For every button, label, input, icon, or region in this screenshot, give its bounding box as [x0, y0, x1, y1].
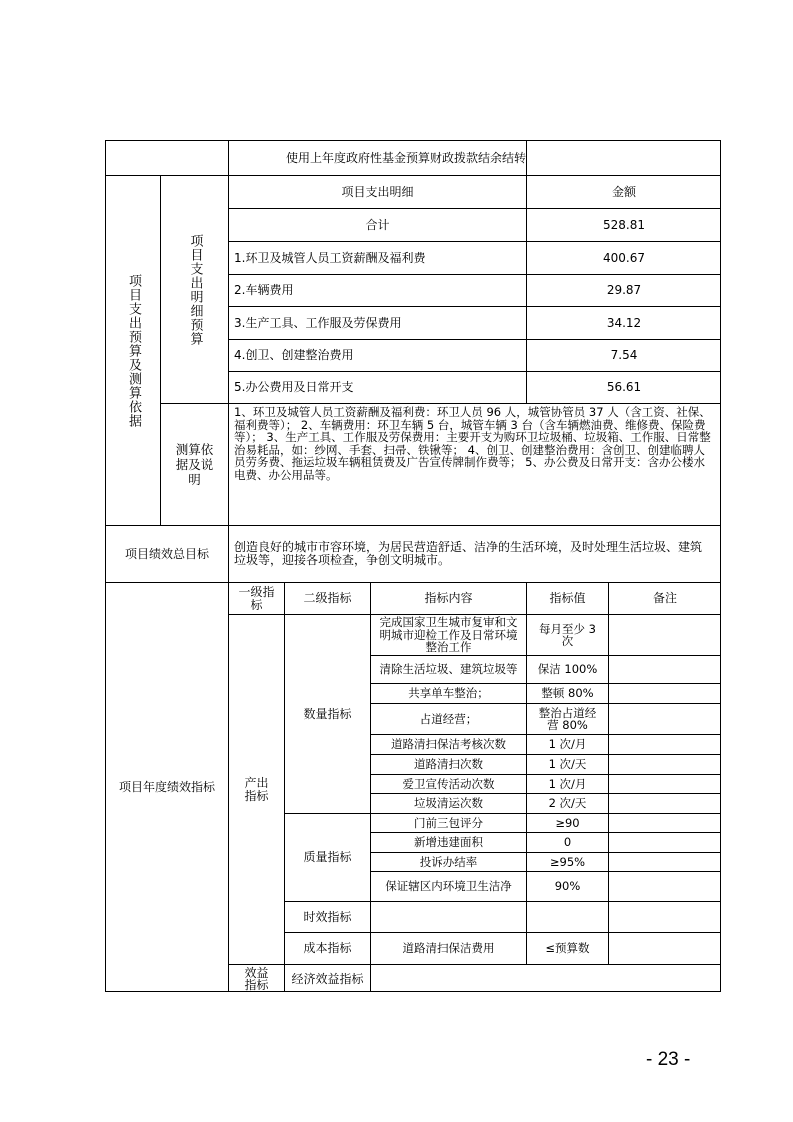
- header-level2: 二级指标: [284, 582, 370, 614]
- budget-item-label: 1.环卫及城管人员工资薪酬及福利费: [228, 241, 526, 274]
- detail-budget-label: 项目支出明细预算: [160, 175, 228, 403]
- indicator-note: [608, 734, 721, 754]
- budget-item-amount: 29.87: [526, 274, 721, 306]
- indicator-note: [608, 703, 721, 734]
- indicator-value: 1 次/月: [526, 774, 608, 793]
- level2-economic: 经济效益指标: [284, 964, 370, 992]
- indicator-note: [608, 683, 721, 703]
- indicator-note: [608, 871, 721, 901]
- indicator-value: ≥90: [526, 813, 608, 832]
- indicator-note: [608, 832, 721, 852]
- budget-item-amount: 400.67: [526, 241, 721, 274]
- indicator-value: 2 次/天: [526, 793, 608, 813]
- budget-item-amount: 56.61: [526, 371, 721, 403]
- indicator-value: 1 次/天: [526, 754, 608, 774]
- indicator-note: [608, 655, 721, 683]
- level1-output: 产出指标: [228, 614, 284, 964]
- indicator-content: 门前三包评分: [370, 813, 526, 832]
- indicator-note: [608, 793, 721, 813]
- carry-row-blank-cell: [105, 140, 228, 175]
- carry-over-value: [526, 140, 721, 175]
- economic-blank: [370, 964, 721, 992]
- col-header-amount: 金额: [526, 175, 721, 208]
- indicator-note: [608, 901, 721, 932]
- indicator-content: [370, 901, 526, 932]
- indicator-value: 每月至少 3 次: [526, 614, 608, 655]
- header-content: 指标内容: [370, 582, 526, 614]
- budget-item-label: 5.办公费用及日常开支: [228, 371, 526, 403]
- total-value: 528.81: [526, 208, 721, 241]
- header-note: 备注: [608, 582, 721, 614]
- budget-section-label: 项目支出预算及测算依据: [105, 175, 160, 525]
- page-number: - 23 -: [646, 1049, 691, 1070]
- indicator-content: 垃圾清运次数: [370, 793, 526, 813]
- budget-item-label: 3.生产工具、工作服及劳保费用: [228, 306, 526, 339]
- col-header-item: 项目支出明细: [228, 175, 526, 208]
- indicator-note: [608, 852, 721, 871]
- goal-label: 项目绩效总目标: [105, 525, 228, 582]
- basis-label: 测算依据及说明: [160, 403, 228, 525]
- indicator-content: 道路清扫次数: [370, 754, 526, 774]
- total-label: 合计: [228, 208, 526, 241]
- budget-item-amount: 7.54: [526, 339, 721, 371]
- indicator-content: 保证辖区内环境卫生洁净: [370, 871, 526, 901]
- indicator-note: [608, 774, 721, 793]
- indicator-note: [608, 614, 721, 655]
- indicator-content: 清除生活垃圾、建筑垃圾等: [370, 655, 526, 683]
- budget-item-label: 4.创卫、创建整治费用: [228, 339, 526, 371]
- indicators-section-label: 项目年度绩效指标: [105, 582, 228, 992]
- indicator-value: [526, 901, 608, 932]
- budget-item-amount: 34.12: [526, 306, 721, 339]
- header-value: 指标值: [526, 582, 608, 614]
- level2-timeliness: 时效指标: [284, 901, 370, 932]
- indicator-content: 爱卫宣传活动次数: [370, 774, 526, 793]
- indicator-content: 新增违建面积: [370, 832, 526, 852]
- indicator-content: 投诉办结率: [370, 852, 526, 871]
- indicator-content: 完成国家卫生城市复审和文明城市迎检工作及日常环境整治工作: [370, 614, 526, 655]
- level1-benefit: 效益指标: [228, 964, 284, 992]
- indicator-note: [608, 932, 721, 964]
- header-level1: 一级指标: [228, 582, 284, 614]
- basis-text: 1、环卫及城管人员工资薪酬及福利费：环卫人员 96 人，城管协管员 37 人（含工资、社保、福利费等）； 2、车辆费用：环卫车辆 5 台，城管车辆 3 台（含车辆燃油费、维修费、保险费等）； 3、生产工具、工作服及劳保费用：主要开支为购环卫垃圾桶、垃圾箱、工作服、日常整治易耗品，如：纱网、手套、扫帚、铁锹等； 4、创卫、创建整治费用：含创卫、创建临聘人员劳务费、拖运垃圾车辆租赁费及广告宣传牌制作费等； 5、办公费及日常开支：含办公楼水电费、办公用品等。: [228, 403, 721, 525]
- indicator-value: ≤预算数: [526, 932, 608, 964]
- indicator-note: [608, 754, 721, 774]
- level2-quantity: 数量指标: [284, 614, 370, 813]
- goal-text: 创造良好的城市市容环境，为居民营造舒适、洁净的生活环境，及时处理生活垃圾、建筑垃圾等，迎接各项检查，争创文明城市。: [228, 525, 721, 582]
- indicator-note: [608, 813, 721, 832]
- indicator-value: 90%: [526, 871, 608, 901]
- indicator-content: 共享单车整治；: [370, 683, 526, 703]
- indicator-value: 保洁 100%: [526, 655, 608, 683]
- indicator-value: 整顿 80%: [526, 683, 608, 703]
- budget-item-label: 2.车辆费用: [228, 274, 526, 306]
- indicator-value: 1 次/月: [526, 734, 608, 754]
- indicator-value: 0: [526, 832, 608, 852]
- indicator-content: 道路清扫保洁考核次数: [370, 734, 526, 754]
- level2-quality: 质量指标: [284, 813, 370, 901]
- indicator-value: 整治占道经营 80%: [526, 703, 608, 734]
- level2-cost: 成本指标: [284, 932, 370, 964]
- carry-over-label: 使用上年度政府性基金预算财政拨款结余结转: [228, 140, 526, 175]
- indicator-content: 占道经营；: [370, 703, 526, 734]
- indicator-value: ≥95%: [526, 852, 608, 871]
- indicator-content: 道路清扫保洁费用: [370, 932, 526, 964]
